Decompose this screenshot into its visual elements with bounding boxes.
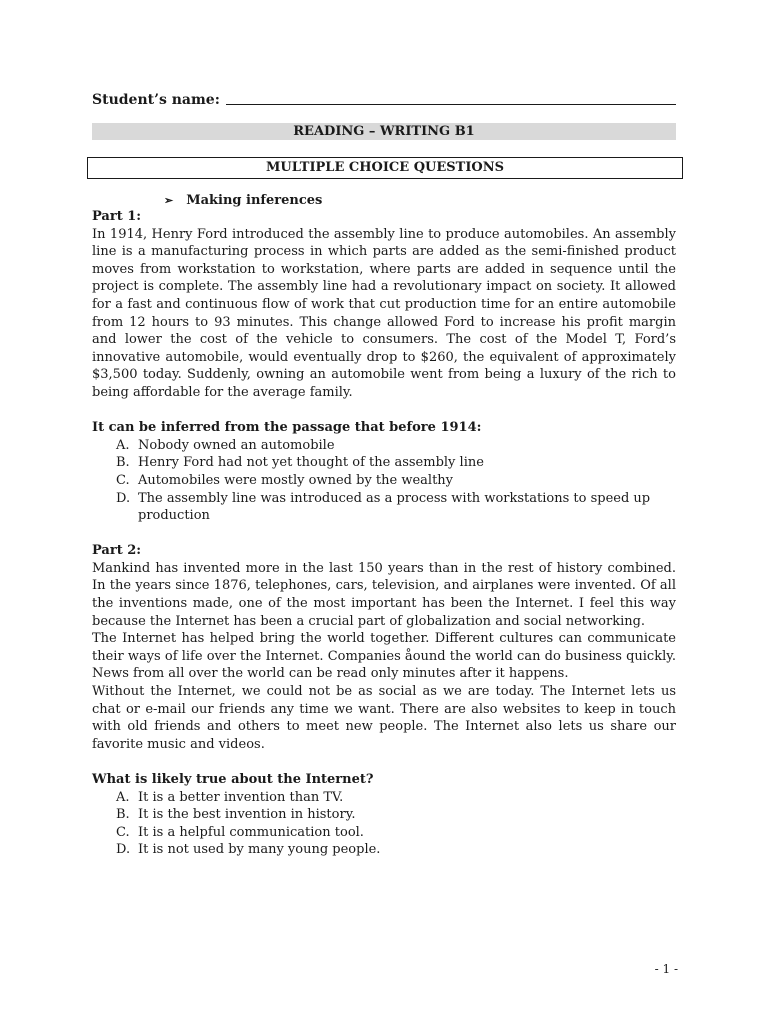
option-text: It is a helpful communication tool. <box>138 824 364 840</box>
option-text: The assembly line was introduced as a process with workstations to speed up production <box>138 490 651 524</box>
option-text: It is a better invention than TV. <box>138 789 344 805</box>
option-text: It is the best invention in history. <box>138 807 356 823</box>
option-letter: C. <box>116 824 130 840</box>
worksheet-title: READING – WRITING B1 <box>92 123 676 140</box>
section-heading <box>164 193 676 208</box>
part2-question: What is likely true about the Internet? <box>92 772 374 787</box>
page-number: - 1 - <box>654 962 678 976</box>
option-text: It is not used by many young people. <box>138 842 381 858</box>
part1-option-d[interactable] <box>92 490 676 525</box>
option-letter: B. <box>116 807 130 823</box>
part1-label: Part 1: <box>92 209 142 224</box>
part1-option-a[interactable] <box>92 437 676 455</box>
option-text: Automobiles were mostly owned by the wealthy <box>138 472 454 488</box>
option-letter: D. <box>116 842 131 858</box>
option-letter: C. <box>116 472 130 488</box>
section-heading-text: Making inferences <box>186 193 323 208</box>
part1-question: It can be inferred from the passage that before 1914: <box>92 420 482 436</box>
option-letter: D. <box>116 490 131 506</box>
part2-paragraph-2: The Internet has helped bring the world together. Different cultures can communicate their ways of life over the Internet. Companies åound the world can do business quickly. News from all over the world can be read only minutes after it happens. <box>92 631 676 682</box>
worksheet-page <box>92 86 676 859</box>
part2-option-c[interactable] <box>92 824 676 842</box>
student-name-label: Student’s name: <box>92 92 220 108</box>
spacer <box>92 525 676 543</box>
option-text: Nobody owned an automobile <box>138 437 335 453</box>
part2-option-d[interactable] <box>92 841 676 859</box>
part2-paragraph-1: Mankind has invented more in the last 150 years than in the rest of history combined. In the years since 1876, telephones, cars, television, and airplanes were invented. Of all the inventions made, one of the most important has been the Internet. I feel this way because the Internet has been a crucial part of globalization and social networking. <box>92 560 676 629</box>
option-text: Henry Ford had not yet thought of the assembly line <box>138 455 484 471</box>
part2-paragraph-3: Without the Internet, we could not be as social as we are today. The Internet lets us chat or e-mail our friends any time we want. There are also websites to keep in touch with old friends and others to meet new people. The Internet also lets us share our favorite music and videos. <box>92 684 676 752</box>
part1-option-b[interactable] <box>92 454 676 472</box>
student-name-blank-line <box>226 104 676 105</box>
part1-option-c[interactable] <box>92 472 676 490</box>
option-letter: B. <box>116 455 130 471</box>
arrow-bullet-icon: ➢ <box>164 194 174 207</box>
option-letter: A. <box>116 789 130 805</box>
part2-option-b[interactable] <box>92 806 676 824</box>
part2-options <box>92 789 676 859</box>
part1-options <box>92 437 676 525</box>
student-name-row <box>92 86 676 108</box>
option-letter: A. <box>116 437 130 453</box>
part2-label: Part 2: <box>92 543 142 559</box>
section-box-title: MULTIPLE CHOICE QUESTIONS <box>87 157 683 179</box>
part1-passage: In 1914, Henry Ford introduced the assembly line to produce automobiles. An assembly line is a manufacturing process in which parts are added as the semi-finished product moves from workstation to workstation, where parts are added in sequence until the project is complete. The assembly line had a revolutionary impact on society. It allowed for a fast and continuous flow of work that cut production time for an entire automobile from 12 hours to 93 minutes. This change allowed Ford to increase his profit margin and lower the cost of the vehicle to consumers. The cost of the Model T, Ford’s innovative automobile, would eventually drop to $260, the equivalent of approximately $3,500 today. Suddenly, owning an automobile went from being a luxury of the rich to being affordable for the average family. <box>92 226 676 400</box>
part2-option-a[interactable] <box>92 789 676 807</box>
